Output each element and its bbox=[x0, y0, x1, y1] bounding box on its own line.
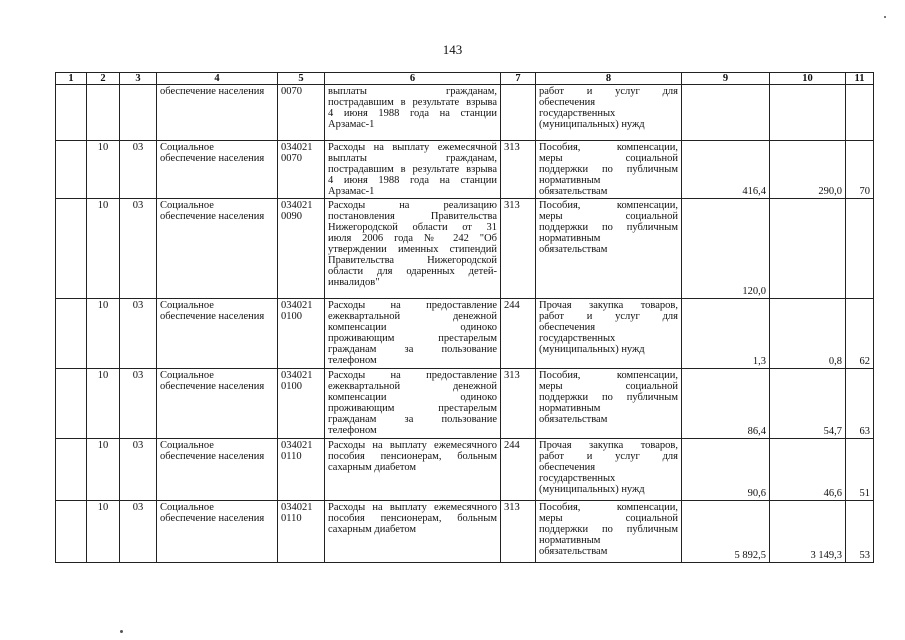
cell-col-7: 244 bbox=[501, 439, 536, 501]
cell-col-3: 03 bbox=[120, 369, 157, 439]
cell-line: Пособия, компенсации, bbox=[539, 502, 678, 513]
cell-line: инвалидов" bbox=[328, 277, 380, 288]
cell-line: поддержки по публичным bbox=[539, 392, 678, 403]
cell-col-3: 03 bbox=[120, 501, 157, 563]
cell-line: 0110 bbox=[281, 451, 302, 462]
cell-col-1 bbox=[56, 199, 87, 299]
cell-col-4 bbox=[157, 141, 278, 199]
cell-col-2: 10 bbox=[87, 199, 120, 299]
cell-col-4 bbox=[157, 85, 278, 141]
cell-col-5 bbox=[278, 439, 325, 501]
cell-col-9: 416,4 bbox=[682, 141, 770, 199]
cell-line: 4 июня 1988 года на станции bbox=[328, 175, 497, 186]
cell-col-2: 10 bbox=[87, 299, 120, 369]
cell-line: 034021 bbox=[281, 440, 313, 451]
cell-line: работ и услуг для bbox=[539, 451, 678, 462]
cell-line: 4 июня 1988 года на станции bbox=[328, 108, 497, 119]
cell-col-6 bbox=[325, 85, 501, 141]
cell-line: 0070 bbox=[281, 153, 302, 164]
cell-col-3 bbox=[120, 85, 157, 141]
cell-line: утверждении именных стипендий bbox=[328, 244, 497, 255]
cell-col-4 bbox=[157, 299, 278, 369]
table-row bbox=[56, 501, 874, 563]
cell-line: поддержки по публичным bbox=[539, 524, 678, 535]
cell-col-10: 3 149,3 bbox=[770, 501, 846, 563]
scan-speck bbox=[120, 630, 123, 633]
cell-line: гражданам за пользование bbox=[328, 414, 497, 425]
cell-col-3: 03 bbox=[120, 299, 157, 369]
cell-col-5 bbox=[278, 85, 325, 141]
cell-line: Прочая закупка товаров, bbox=[539, 300, 678, 311]
cell-line: обеспечение населения bbox=[160, 311, 265, 322]
column-header-6: 6 bbox=[325, 73, 501, 85]
cell-line: (муниципальных) нужд bbox=[539, 484, 645, 495]
cell-line: ежеквартальной денежной bbox=[328, 381, 497, 392]
cell-line: (муниципальных) нужд bbox=[539, 344, 645, 355]
cell-line: Социальное bbox=[160, 440, 214, 451]
cell-line: Расходы на выплату ежемесячного bbox=[328, 502, 497, 513]
cell-line: выплаты гражданам, bbox=[328, 153, 497, 164]
cell-col-6 bbox=[325, 199, 501, 299]
cell-line: Расходы на выплату ежемесячной bbox=[328, 142, 497, 153]
budget-table bbox=[55, 72, 874, 563]
cell-col-2: 10 bbox=[87, 439, 120, 501]
cell-line: обязательствам bbox=[539, 186, 608, 197]
table-row bbox=[56, 299, 874, 369]
cell-line: Арзамас-1 bbox=[328, 119, 375, 130]
cell-line: обязательствам bbox=[539, 244, 608, 255]
column-header-1: 1 bbox=[56, 73, 87, 85]
column-header-11: 11 bbox=[846, 73, 874, 85]
column-header-7: 7 bbox=[501, 73, 536, 85]
header-row bbox=[56, 73, 874, 85]
cell-line: 0090 bbox=[281, 211, 302, 222]
cell-line: меры социальной bbox=[539, 513, 678, 524]
cell-col-6 bbox=[325, 299, 501, 369]
cell-line: пособия пенсионерам, больным bbox=[328, 513, 497, 524]
page-number: 143 bbox=[442, 42, 463, 57]
cell-col-1 bbox=[56, 85, 87, 141]
cell-line: Социальное bbox=[160, 200, 214, 211]
cell-line: 0100 bbox=[281, 381, 302, 392]
cell-line: обеспечения bbox=[539, 462, 596, 473]
cell-col-1 bbox=[56, 439, 87, 501]
cell-col-6 bbox=[325, 369, 501, 439]
cell-col-8 bbox=[536, 299, 682, 369]
cell-col-2: 10 bbox=[87, 141, 120, 199]
cell-col-8 bbox=[536, 141, 682, 199]
cell-col-11: 53 bbox=[846, 501, 874, 563]
cell-line: обязательствам bbox=[539, 546, 608, 557]
cell-line: сахарным диабетом bbox=[328, 462, 417, 473]
cell-col-7: 244 bbox=[501, 299, 536, 369]
cell-line: 034021 bbox=[281, 502, 313, 513]
cell-line: обеспечение населения bbox=[160, 153, 265, 164]
cell-col-3: 03 bbox=[120, 141, 157, 199]
cell-col-2: 10 bbox=[87, 369, 120, 439]
cell-line: 034021 bbox=[281, 300, 313, 311]
table-row bbox=[56, 439, 874, 501]
cell-col-1 bbox=[56, 501, 87, 563]
cell-col-5 bbox=[278, 299, 325, 369]
cell-line: проживающим престарелым bbox=[328, 333, 497, 344]
table-row bbox=[56, 141, 874, 199]
column-header-3: 3 bbox=[120, 73, 157, 85]
cell-col-7: 313 bbox=[501, 141, 536, 199]
cell-line: Социальное bbox=[160, 300, 214, 311]
cell-col-5 bbox=[278, 369, 325, 439]
cell-col-9: 1,3 bbox=[682, 299, 770, 369]
cell-col-1 bbox=[56, 299, 87, 369]
cell-col-10 bbox=[770, 199, 846, 299]
cell-line: пострадавшим в результате взрыва bbox=[328, 164, 497, 175]
cell-line: Арзамас-1 bbox=[328, 186, 375, 197]
cell-col-10: 0,8 bbox=[770, 299, 846, 369]
cell-line: июля 2006 года № 242 "Об bbox=[328, 233, 497, 244]
cell-line: сахарным диабетом bbox=[328, 524, 417, 535]
cell-line: проживающим престарелым bbox=[328, 403, 497, 414]
cell-col-3: 03 bbox=[120, 199, 157, 299]
cell-col-11: 62 bbox=[846, 299, 874, 369]
cell-line: нормативным bbox=[539, 175, 601, 186]
cell-col-10: 290,0 bbox=[770, 141, 846, 199]
cell-line: Социальное bbox=[160, 142, 214, 153]
cell-line: меры социальной bbox=[539, 381, 678, 392]
cell-line: Правительства Нижегородской bbox=[328, 255, 497, 266]
column-header-5: 5 bbox=[278, 73, 325, 85]
cell-col-7 bbox=[501, 85, 536, 141]
cell-line: постановления Правительства bbox=[328, 211, 497, 222]
cell-line: пострадавшим в результате взрыва bbox=[328, 97, 497, 108]
cell-line: обеспечение населения bbox=[160, 86, 265, 97]
cell-col-1 bbox=[56, 141, 87, 199]
cell-line: поддержки по публичным bbox=[539, 164, 678, 175]
cell-line: 0070 bbox=[281, 86, 302, 97]
cell-line: нормативным bbox=[539, 233, 601, 244]
cell-line: обеспечение населения bbox=[160, 451, 265, 462]
cell-line: государственных bbox=[539, 333, 616, 344]
cell-line: работ и услуг для bbox=[539, 311, 678, 322]
cell-line: 034021 bbox=[281, 142, 313, 153]
cell-line: Расходы на предоставление bbox=[328, 300, 497, 311]
cell-col-9: 120,0 bbox=[682, 199, 770, 299]
cell-col-9: 86,4 bbox=[682, 369, 770, 439]
cell-col-8 bbox=[536, 199, 682, 299]
cell-col-10 bbox=[770, 85, 846, 141]
cell-col-4 bbox=[157, 439, 278, 501]
cell-col-11 bbox=[846, 199, 874, 299]
cell-col-5 bbox=[278, 199, 325, 299]
cell-line: обеспечения bbox=[539, 322, 596, 333]
cell-line: работ и услуг для bbox=[539, 86, 678, 97]
cell-line: обеспечение населения bbox=[160, 513, 265, 524]
cell-col-4 bbox=[157, 369, 278, 439]
column-header-2: 2 bbox=[87, 73, 120, 85]
cell-col-1 bbox=[56, 369, 87, 439]
cell-line: 034021 bbox=[281, 200, 313, 211]
cell-col-11 bbox=[846, 85, 874, 141]
table-row bbox=[56, 369, 874, 439]
cell-col-2: 10 bbox=[87, 501, 120, 563]
cell-col-6 bbox=[325, 439, 501, 501]
cell-line: ежеквартальной денежной bbox=[328, 311, 497, 322]
cell-line: Социальное bbox=[160, 370, 214, 381]
cell-col-5 bbox=[278, 501, 325, 563]
cell-col-6 bbox=[325, 141, 501, 199]
cell-line: меры социальной bbox=[539, 153, 678, 164]
cell-col-6 bbox=[325, 501, 501, 563]
cell-line: компенсации одиноко bbox=[328, 392, 497, 403]
cell-line: Расходы на предоставление bbox=[328, 370, 497, 381]
cell-line: Пособия, компенсации, bbox=[539, 200, 678, 211]
scan-speck bbox=[884, 16, 886, 18]
cell-line: нормативным bbox=[539, 403, 601, 414]
cell-line: Расходы на реализацию bbox=[328, 200, 497, 211]
column-header-9: 9 bbox=[682, 73, 770, 85]
cell-line: Нижегородской области от 31 bbox=[328, 222, 497, 233]
cell-col-10: 46,6 bbox=[770, 439, 846, 501]
cell-col-8 bbox=[536, 501, 682, 563]
cell-col-4 bbox=[157, 199, 278, 299]
cell-line: выплаты гражданам, bbox=[328, 86, 497, 97]
column-header-8: 8 bbox=[536, 73, 682, 85]
cell-col-11: 63 bbox=[846, 369, 874, 439]
cell-line: 0100 bbox=[281, 311, 302, 322]
cell-line: Пособия, компенсации, bbox=[539, 142, 678, 153]
cell-col-7: 313 bbox=[501, 199, 536, 299]
cell-line: Расходы на выплату ежемесячного bbox=[328, 440, 497, 451]
cell-col-7: 313 bbox=[501, 501, 536, 563]
cell-line: государственных bbox=[539, 108, 616, 119]
cell-col-3: 03 bbox=[120, 439, 157, 501]
column-header-4: 4 bbox=[157, 73, 278, 85]
cell-col-11: 70 bbox=[846, 141, 874, 199]
cell-col-7: 313 bbox=[501, 369, 536, 439]
cell-line: 0110 bbox=[281, 513, 302, 524]
cell-line: обязательствам bbox=[539, 414, 608, 425]
cell-line: нормативным bbox=[539, 535, 601, 546]
cell-col-8 bbox=[536, 369, 682, 439]
column-header-10: 10 bbox=[770, 73, 846, 85]
cell-line: меры социальной bbox=[539, 211, 678, 222]
cell-line: Социальное bbox=[160, 502, 214, 513]
cell-col-4 bbox=[157, 501, 278, 563]
cell-col-9 bbox=[682, 85, 770, 141]
cell-line: обеспечения bbox=[539, 97, 596, 108]
cell-line: обеспечение населения bbox=[160, 211, 265, 222]
cell-line: телефоном bbox=[328, 425, 377, 436]
cell-col-10: 54,7 bbox=[770, 369, 846, 439]
cell-col-8 bbox=[536, 85, 682, 141]
table-body bbox=[56, 85, 874, 563]
cell-line: области для одаренных детей- bbox=[328, 266, 497, 277]
cell-line: телефоном bbox=[328, 355, 377, 366]
cell-line: (муниципальных) нужд bbox=[539, 119, 645, 130]
cell-col-9: 5 892,5 bbox=[682, 501, 770, 563]
cell-line: 034021 bbox=[281, 370, 313, 381]
table-row bbox=[56, 199, 874, 299]
cell-line: Пособия, компенсации, bbox=[539, 370, 678, 381]
cell-line: гражданам за пользование bbox=[328, 344, 497, 355]
cell-col-2 bbox=[87, 85, 120, 141]
cell-col-9: 90,6 bbox=[682, 439, 770, 501]
cell-line: обеспечение населения bbox=[160, 381, 265, 392]
cell-line: Прочая закупка товаров, bbox=[539, 440, 678, 451]
cell-line: государственных bbox=[539, 473, 616, 484]
cell-line: пособия пенсионерам, больным bbox=[328, 451, 497, 462]
cell-line: компенсации одиноко bbox=[328, 322, 497, 333]
cell-col-11: 51 bbox=[846, 439, 874, 501]
cell-line: поддержки по публичным bbox=[539, 222, 678, 233]
cell-col-8 bbox=[536, 439, 682, 501]
table-row bbox=[56, 85, 874, 141]
cell-col-5 bbox=[278, 141, 325, 199]
